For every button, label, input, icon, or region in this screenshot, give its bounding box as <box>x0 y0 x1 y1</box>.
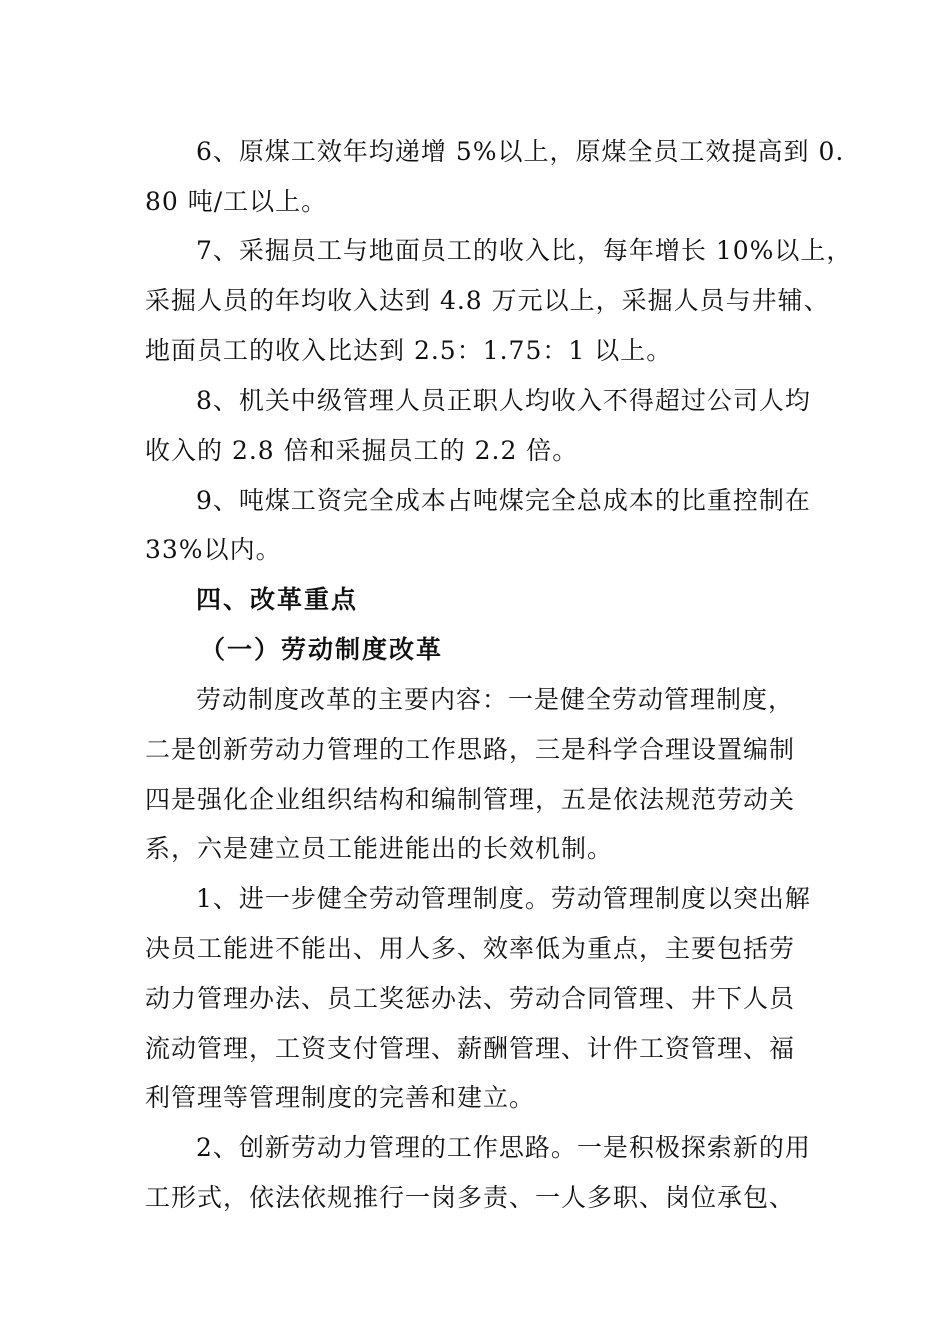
paragraph-line: 收入的 2.8 倍和采掘员工的 2.2 倍。 <box>145 436 579 465</box>
paragraph-line: 流动管理，工资支付管理、薪酬管理、计件工资管理、福 <box>145 1034 796 1063</box>
paragraph-line: 四是强化企业组织结构和编制管理，五是依法规范劳动关 <box>145 785 796 814</box>
paragraph-line: 动力管理办法、员工奖惩办法、劳动合同管理、井下人员 <box>145 984 796 1013</box>
paragraph-line: 33%以内。 <box>145 535 282 564</box>
paragraph-line: 7、采掘员工与地面员工的收入比，每年增长 10%以上， <box>196 236 853 265</box>
section-heading: 四、改革重点 <box>196 585 359 614</box>
paragraph-line: 利管理等管理制度的完善和建立。 <box>145 1083 536 1112</box>
paragraph-line: 系，六是建立员工能进能出的长效机制。 <box>145 834 614 863</box>
paragraph-line: 8、机关中级管理人员正职人均收入不得超过公司人均 <box>196 386 811 415</box>
paragraph-line: 地面员工的收入比达到 2.5：1.75：1 以上。 <box>145 336 673 365</box>
paragraph-line: 6、原煤工效年均递增 5%以上，原煤全员工效提高到 0. <box>196 137 845 166</box>
paragraph-line: 1、进一步健全劳动管理制度。劳动管理制度以突出解 <box>196 884 811 913</box>
paragraph-line: 二是创新劳动力管理的工作思路，三是科学合理设置编制 <box>145 735 796 764</box>
paragraph-line: 采掘人员的年均收入达到 4.8 万元以上，采掘人员与井辅、 <box>145 286 830 315</box>
paragraph-line: 9、吨煤工资完全成本占吨煤完全总成本的比重控制在 <box>196 486 811 515</box>
subsection-heading: （一）劳动制度改革 <box>200 635 444 664</box>
paragraph-line: 决员工能进不能出、用人多、效率低为重点，主要包括劳 <box>145 934 796 963</box>
paragraph-line: 工形式，依法依规推行一岗多责、一人多职、岗位承包、 <box>145 1183 796 1212</box>
paragraph-line: 80 吨/工以上。 <box>145 187 328 216</box>
paragraph-line: 2、创新劳动力管理的工作思路。一是积极探索新的用 <box>196 1133 811 1162</box>
paragraph-line: 劳动制度改革的主要内容：一是健全劳动管理制度， <box>196 685 795 714</box>
